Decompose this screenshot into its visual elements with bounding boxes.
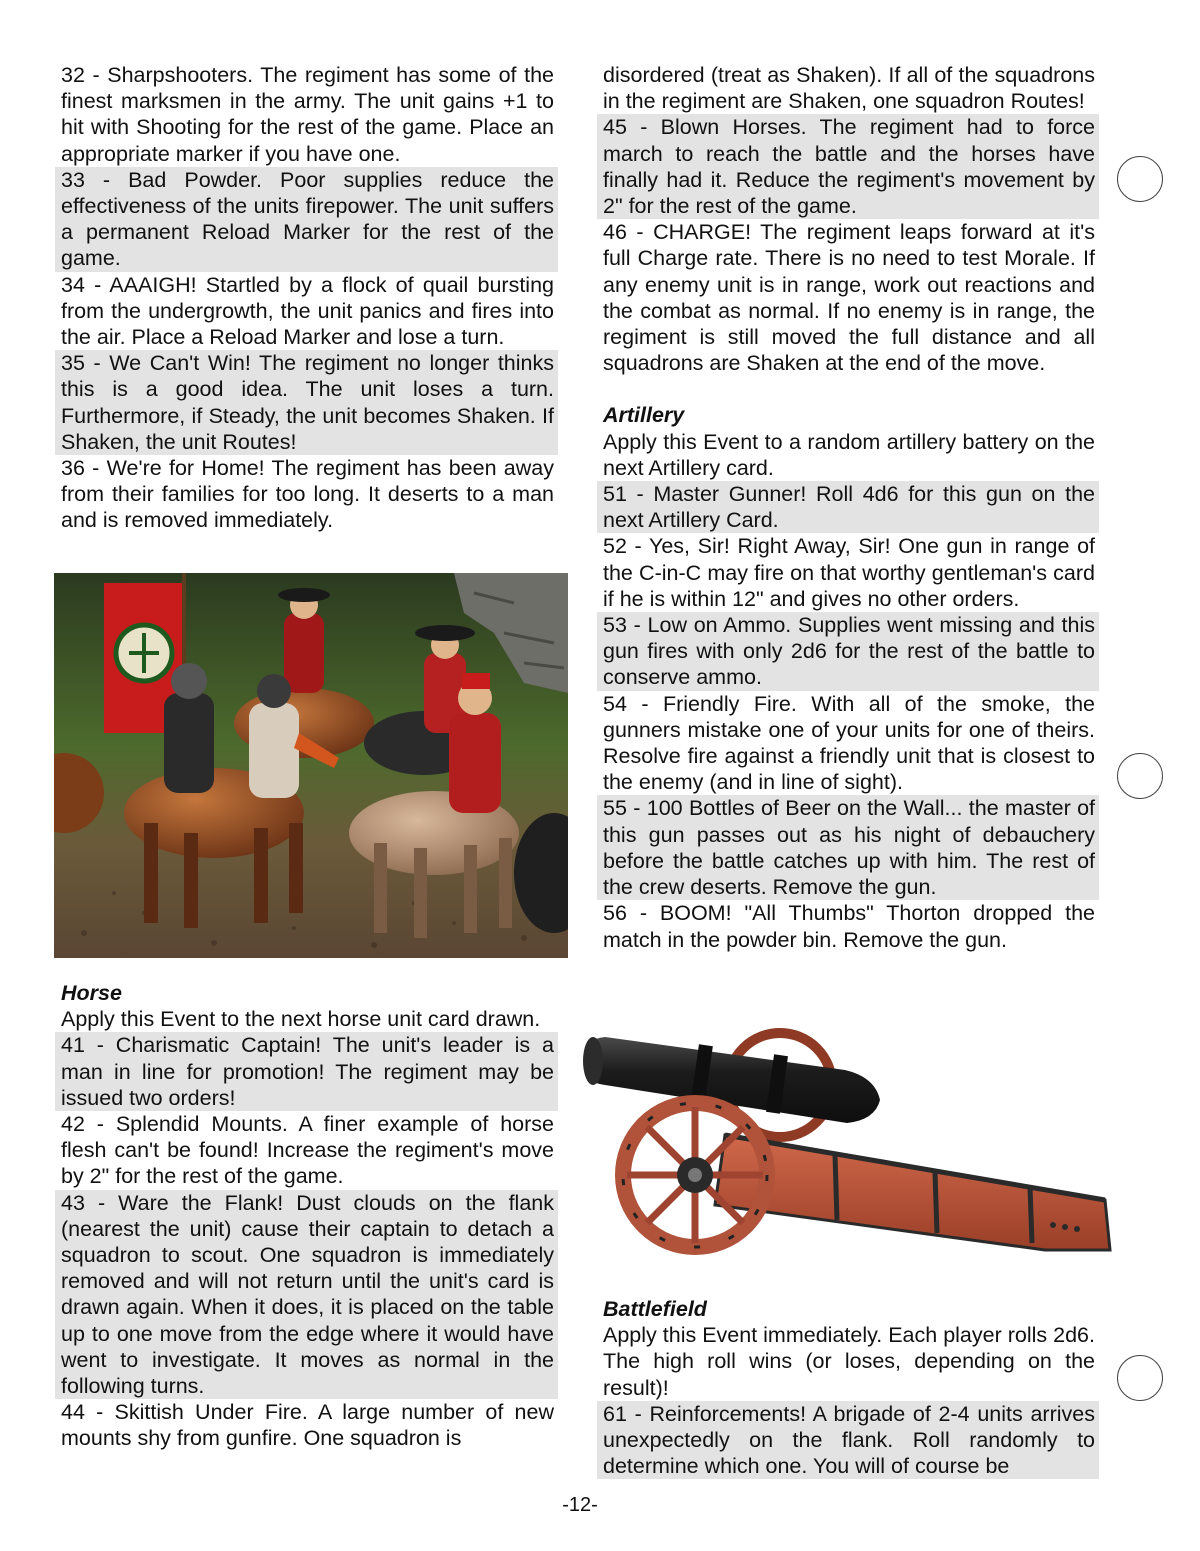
event-33: 33 - Bad Powder. Poor supplies reduce the effectiveness of the units firepower. The unit suffers a permanent Reload Marker for the rest of the game.: [55, 167, 558, 272]
horse-section: [55, 980, 558, 1452]
event-41: 41 - Charismatic Captain! The unit's leader is a man in line for promotion! The regiment may be issued two orders!: [55, 1032, 558, 1111]
event-51: 51 - Master Gunner! Roll 4d6 for this gun on the next Artillery Card.: [597, 481, 1099, 533]
cannon-miniature-photo: [575, 1015, 1120, 1265]
horse-heading: Horse: [61, 981, 122, 1005]
battlefield-intro: Apply this Event immediately. Each player rolls 2d6. The high roll wins (or loses, depending on the result)!: [603, 1323, 1095, 1400]
event-52: 52 - Yes, Sir! Right Away, Sir! One gun in range of the C-in-C may fire on that worthy gentleman's card if he is within 12" and gives no other orders.: [603, 534, 1095, 611]
event-44: 44 - Skittish Under Fire. A large number of new mounts shy from gunfire. One squadron is: [61, 1400, 554, 1451]
event-44-continuation: disordered (treat as Shaken). If all of the squadrons in the regiment are Shaken, one squadron Routes!: [603, 63, 1095, 114]
artillery-intro: Apply this Event to a random artillery battery on the next Artillery card.: [603, 429, 1095, 480]
event-54: 54 - Friendly Fire. With all of the smoke, the gunners mistake one of your units for one of theirs. Resolve fire against a friendly unit that is closest to the enemy (and in line of sight).: [603, 691, 1095, 795]
event-36: 36 - We're for Home! The regiment has been away from their families for too long. It deserts to a man and is removed immediately.: [61, 456, 554, 533]
event-34: 34 - AAAIGH! Startled by a flock of quail bursting from the undergrowth, the unit panics and fires into the air. Place a Reload Marker and lose a turn.: [61, 272, 554, 350]
battlefield-section: [597, 1296, 1099, 1479]
event-46: 46 - CHARGE! The regiment leaps forward at it's full Charge rate. There is no need to test Morale. If any enemy unit is in range, work out reactions and the combat as normal. If no enemy is in range, the regiment is still moved the full distance and all squadrons are Shaken at the end of the move.: [603, 220, 1095, 376]
event-32: 32 - Sharpshooters. The regiment has some of the finest marksmen in the army. The unit gains +1 to hit with Shooting for the rest of the game. Place an appropriate marker if you have one.: [61, 63, 554, 166]
page-number: -12-: [562, 1494, 598, 1516]
binder-hole-top: [1117, 156, 1163, 202]
artillery-heading: Artillery: [603, 403, 685, 428]
event-55: 55 - 100 Bottles of Beer on the Wall... the master of this gun passes out as his night of debauchery before the battle catches up with him. The rest of the crew deserts. Remove the gun.: [597, 795, 1099, 900]
event-56: 56 - BOOM! "All Thumbs" Thorton dropped the match in the powder bin. Remove the gun.: [603, 901, 1095, 952]
event-35: 35 - We Can't Win! The regiment no longer thinks this is a good idea. The unit loses a turn. Furthermore, if Steady, the unit becomes Shaken. If Shaken, the unit Routes!: [55, 350, 558, 455]
binder-hole-bottom: [1117, 1355, 1163, 1401]
event-45: 45 - Blown Horses. The regiment had to force march to reach the battle and the horses have finally had it. Reduce the regiment's movement by 2" for the rest of the game.: [597, 114, 1099, 219]
binder-hole-middle: [1117, 753, 1163, 799]
cannon-illustration: [575, 1015, 1120, 1265]
battlefield-heading: Battlefield: [603, 1297, 707, 1321]
right-column-top: [597, 62, 1099, 953]
event-61: 61 - Reinforcements! A brigade of 2-4 units arrives unexpectedly on the flank. Roll randomly to determine which one. You will of course be: [597, 1401, 1099, 1480]
left-column-top: [55, 62, 558, 534]
cavalry-illustration: [54, 573, 568, 958]
event-43: 43 - Ware the Flank! Dust clouds on the flank (nearest the unit) cause their captain to detach a squadron to scout. One squadron is immediately removed and will not return until the unit's card is drawn again. When it does, it is placed on the table up to one move from the edge where it would have went to investigate. It moves as normal in the following turns.: [55, 1190, 558, 1400]
event-53: 53 - Low on Ammo. Supplies went missing and this gun fires with only 2d6 for the rest of the battle to conserve ammo.: [597, 612, 1099, 691]
cavalry-miniatures-photo: [54, 573, 568, 958]
event-42: 42 - Splendid Mounts. A finer example of horse flesh can't be found! Increase the regiment's move by 2" for the rest of the game.: [61, 1112, 554, 1189]
horse-intro: Apply this Event to the next horse unit card drawn.: [61, 1007, 541, 1032]
